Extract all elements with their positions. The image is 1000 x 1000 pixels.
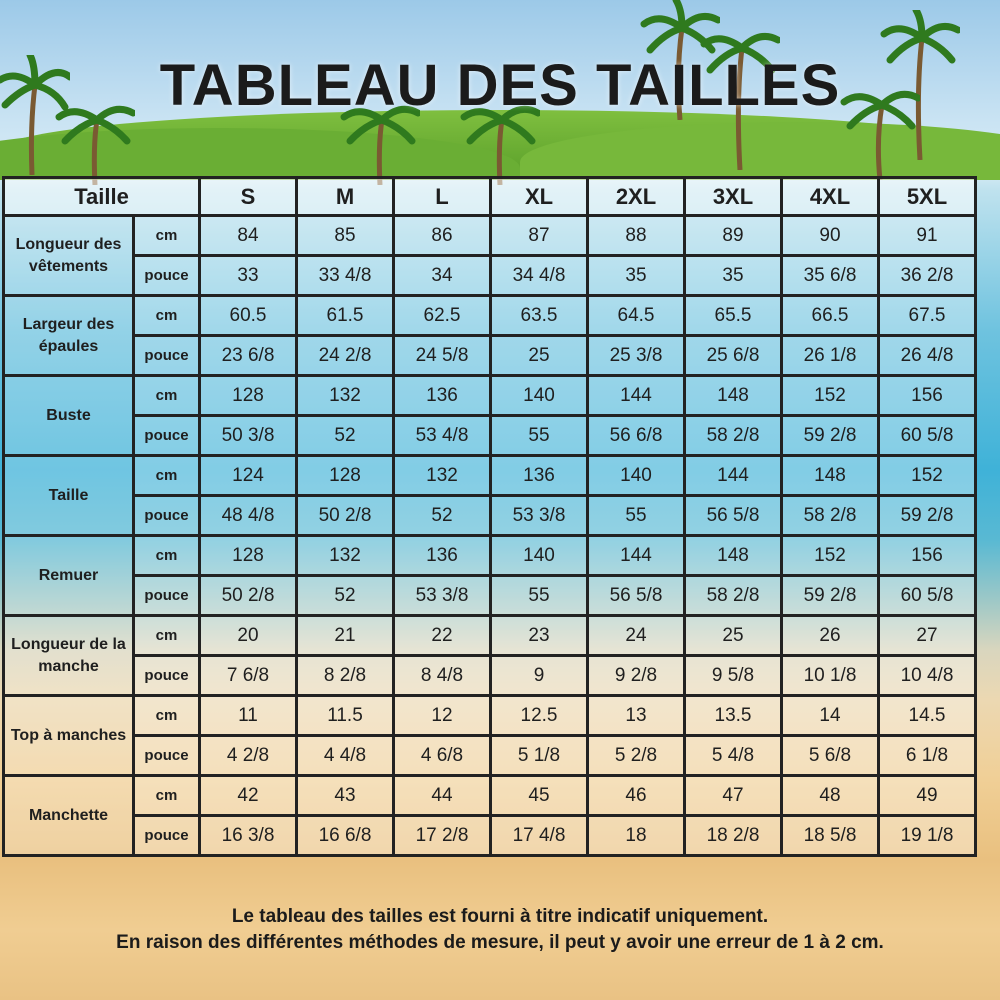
table-cell: 35: [685, 256, 782, 296]
table-cell: 63.5: [491, 296, 588, 336]
table-cell: 84: [200, 216, 297, 256]
table-cell: 44: [394, 776, 491, 816]
table-cell: 56 5/8: [588, 576, 685, 616]
table-cell: 67.5: [879, 296, 976, 336]
table-cell: 91: [879, 216, 976, 256]
table-cell: 87: [491, 216, 588, 256]
table-cell: 132: [297, 376, 394, 416]
table-cell: 9: [491, 656, 588, 696]
table-cell: 59 2/8: [782, 576, 879, 616]
table-cell: 18: [588, 816, 685, 856]
table-cell: 33: [200, 256, 297, 296]
table-cell: 156: [879, 536, 976, 576]
disclaimer-line-1: Le tableau des tailles est fourni à titre indicatif uniquement.: [231, 906, 769, 927]
unit-label: pouce: [134, 816, 200, 856]
size-header: 4XL: [782, 178, 879, 216]
table-cell: 86: [394, 216, 491, 256]
table-cell: 35 6/8: [782, 256, 879, 296]
unit-label: pouce: [134, 576, 200, 616]
measurement-category: Buste: [4, 376, 134, 456]
table-cell: 136: [491, 456, 588, 496]
size-header: XL: [491, 178, 588, 216]
table-cell: 4 6/8: [394, 736, 491, 776]
table-cell: 23: [491, 616, 588, 656]
unit-label: cm: [134, 216, 200, 256]
table-cell: 140: [588, 456, 685, 496]
table-row: [4, 736, 976, 776]
unit-label: pouce: [134, 416, 200, 456]
table-cell: 50 2/8: [297, 496, 394, 536]
table-cell: 55: [588, 496, 685, 536]
table-cell: 13: [588, 696, 685, 736]
table-cell: 59 2/8: [879, 496, 976, 536]
table-cell: 35: [588, 256, 685, 296]
measurement-category: Remuer: [4, 536, 134, 616]
table-row: [4, 416, 976, 456]
size-header: S: [200, 178, 297, 216]
table-cell: 62.5: [394, 296, 491, 336]
size-chart-table: [2, 176, 977, 857]
table-cell: 6 1/8: [879, 736, 976, 776]
table-row: [4, 496, 976, 536]
table-cell: 10 4/8: [879, 656, 976, 696]
unit-label: cm: [134, 776, 200, 816]
table-cell: 53 4/8: [394, 416, 491, 456]
table-cell: 25 3/8: [588, 336, 685, 376]
table-cell: 89: [685, 216, 782, 256]
measurement-category: Longueur des vêtements: [4, 216, 134, 296]
table-cell: 25: [491, 336, 588, 376]
table-cell: 48: [782, 776, 879, 816]
table-cell: 144: [588, 536, 685, 576]
table-cell: 90: [782, 216, 879, 256]
table-cell: 34 4/8: [491, 256, 588, 296]
table-cell: 53 3/8: [394, 576, 491, 616]
unit-label: pouce: [134, 496, 200, 536]
table-cell: 152: [782, 376, 879, 416]
table-cell: 5 6/8: [782, 736, 879, 776]
table-cell: 47: [685, 776, 782, 816]
table-row: [4, 536, 976, 576]
table-cell: 4 4/8: [297, 736, 394, 776]
page-title: TABLEAU DES TAILLES: [159, 53, 841, 118]
table-cell: 27: [879, 616, 976, 656]
table-cell: 66.5: [782, 296, 879, 336]
table-cell: 17 4/8: [491, 816, 588, 856]
table-cell: 56 5/8: [685, 496, 782, 536]
table-cell: 50 2/8: [200, 576, 297, 616]
table-cell: 144: [685, 456, 782, 496]
table-cell: 128: [297, 456, 394, 496]
table-row: [4, 336, 976, 376]
table-cell: 13.5: [685, 696, 782, 736]
table-cell: 132: [297, 536, 394, 576]
table-cell: 26 1/8: [782, 336, 879, 376]
table-cell: 55: [491, 416, 588, 456]
size-header: 3XL: [685, 178, 782, 216]
table-cell: 23 6/8: [200, 336, 297, 376]
measurement-category: Top à manches: [4, 696, 134, 776]
size-header-label: Taille: [4, 178, 200, 216]
table-cell: 136: [394, 536, 491, 576]
table-cell: 14: [782, 696, 879, 736]
table-cell: 128: [200, 376, 297, 416]
table-cell: 148: [782, 456, 879, 496]
table-cell: 7 6/8: [200, 656, 297, 696]
size-header: 5XL: [879, 178, 976, 216]
table-cell: 24 2/8: [297, 336, 394, 376]
table-cell: 128: [200, 536, 297, 576]
table-cell: 8 4/8: [394, 656, 491, 696]
table-cell: 14.5: [879, 696, 976, 736]
size-header: M: [297, 178, 394, 216]
table-row: [4, 256, 976, 296]
header-row: [4, 178, 976, 216]
unit-label: cm: [134, 456, 200, 496]
table-cell: 46: [588, 776, 685, 816]
table-cell: 12: [394, 696, 491, 736]
table-cell: 22: [394, 616, 491, 656]
table-cell: 16 6/8: [297, 816, 394, 856]
table-cell: 20: [200, 616, 297, 656]
table-cell: 53 3/8: [491, 496, 588, 536]
table-cell: 124: [200, 456, 297, 496]
table-cell: 52: [297, 576, 394, 616]
table-cell: 45: [491, 776, 588, 816]
table-cell: 12.5: [491, 696, 588, 736]
table-cell: 42: [200, 776, 297, 816]
table-cell: 152: [782, 536, 879, 576]
table-cell: 144: [588, 376, 685, 416]
table-cell: 65.5: [685, 296, 782, 336]
table-cell: 48 4/8: [200, 496, 297, 536]
table-cell: 11: [200, 696, 297, 736]
unit-label: cm: [134, 696, 200, 736]
table-cell: 34: [394, 256, 491, 296]
disclaimer-note: [0, 904, 1000, 956]
table-cell: 24: [588, 616, 685, 656]
unit-label: cm: [134, 376, 200, 416]
table-cell: 4 2/8: [200, 736, 297, 776]
table-cell: 24 5/8: [394, 336, 491, 376]
table-cell: 26: [782, 616, 879, 656]
table-cell: 49: [879, 776, 976, 816]
disclaimer-line-2: En raison des différentes méthodes de mesure, il peut y avoir une erreur de 1 à 2 cm.: [116, 932, 884, 953]
table-row: [4, 776, 976, 816]
unit-label: cm: [134, 616, 200, 656]
table-cell: 85: [297, 216, 394, 256]
table-cell: 50 3/8: [200, 416, 297, 456]
table-cell: 5 1/8: [491, 736, 588, 776]
measurement-category: Largeur des épaules: [4, 296, 134, 376]
table-row: [4, 616, 976, 656]
table-row: [4, 456, 976, 496]
table-cell: 36 2/8: [879, 256, 976, 296]
table-cell: 26 4/8: [879, 336, 976, 376]
table-cell: 58 2/8: [685, 576, 782, 616]
table-row: [4, 376, 976, 416]
size-header: L: [394, 178, 491, 216]
table-cell: 21: [297, 616, 394, 656]
table-cell: 52: [394, 496, 491, 536]
table-cell: 19 1/8: [879, 816, 976, 856]
unit-label: pouce: [134, 736, 200, 776]
table-cell: 17 2/8: [394, 816, 491, 856]
table-cell: 5 2/8: [588, 736, 685, 776]
table-cell: 60 5/8: [879, 576, 976, 616]
table-cell: 56 6/8: [588, 416, 685, 456]
table-cell: 9 5/8: [685, 656, 782, 696]
table-cell: 16 3/8: [200, 816, 297, 856]
measurement-category: Manchette: [4, 776, 134, 856]
table-cell: 8 2/8: [297, 656, 394, 696]
table-cell: 132: [394, 456, 491, 496]
table-cell: 33 4/8: [297, 256, 394, 296]
table-cell: 25: [685, 616, 782, 656]
table-cell: 88: [588, 216, 685, 256]
table-row: [4, 696, 976, 736]
table-cell: 148: [685, 376, 782, 416]
table-cell: 64.5: [588, 296, 685, 336]
table-row: [4, 576, 976, 616]
table-cell: 60.5: [200, 296, 297, 336]
table-row: [4, 656, 976, 696]
table-cell: 59 2/8: [782, 416, 879, 456]
table-cell: 152: [879, 456, 976, 496]
table-cell: 140: [491, 376, 588, 416]
table-cell: 10 1/8: [782, 656, 879, 696]
table-cell: 43: [297, 776, 394, 816]
table-cell: 148: [685, 536, 782, 576]
table-cell: 140: [491, 536, 588, 576]
table-cell: 18 5/8: [782, 816, 879, 856]
unit-label: pouce: [134, 656, 200, 696]
unit-label: pouce: [134, 336, 200, 376]
table-row: [4, 816, 976, 856]
table-cell: 18 2/8: [685, 816, 782, 856]
table-cell: 25 6/8: [685, 336, 782, 376]
table-cell: 9 2/8: [588, 656, 685, 696]
table-cell: 136: [394, 376, 491, 416]
measurement-category: Longueur de la manche: [4, 616, 134, 696]
unit-label: pouce: [134, 256, 200, 296]
table-cell: 55: [491, 576, 588, 616]
table-cell: 11.5: [297, 696, 394, 736]
measurement-category: Taille: [4, 456, 134, 536]
table-cell: 58 2/8: [782, 496, 879, 536]
table-row: [4, 296, 976, 336]
table-cell: 58 2/8: [685, 416, 782, 456]
table-cell: 156: [879, 376, 976, 416]
table-cell: 61.5: [297, 296, 394, 336]
unit-label: cm: [134, 536, 200, 576]
table-cell: 52: [297, 416, 394, 456]
unit-label: cm: [134, 296, 200, 336]
table-cell: 60 5/8: [879, 416, 976, 456]
table-cell: 5 4/8: [685, 736, 782, 776]
table-row: [4, 216, 976, 256]
size-header: 2XL: [588, 178, 685, 216]
